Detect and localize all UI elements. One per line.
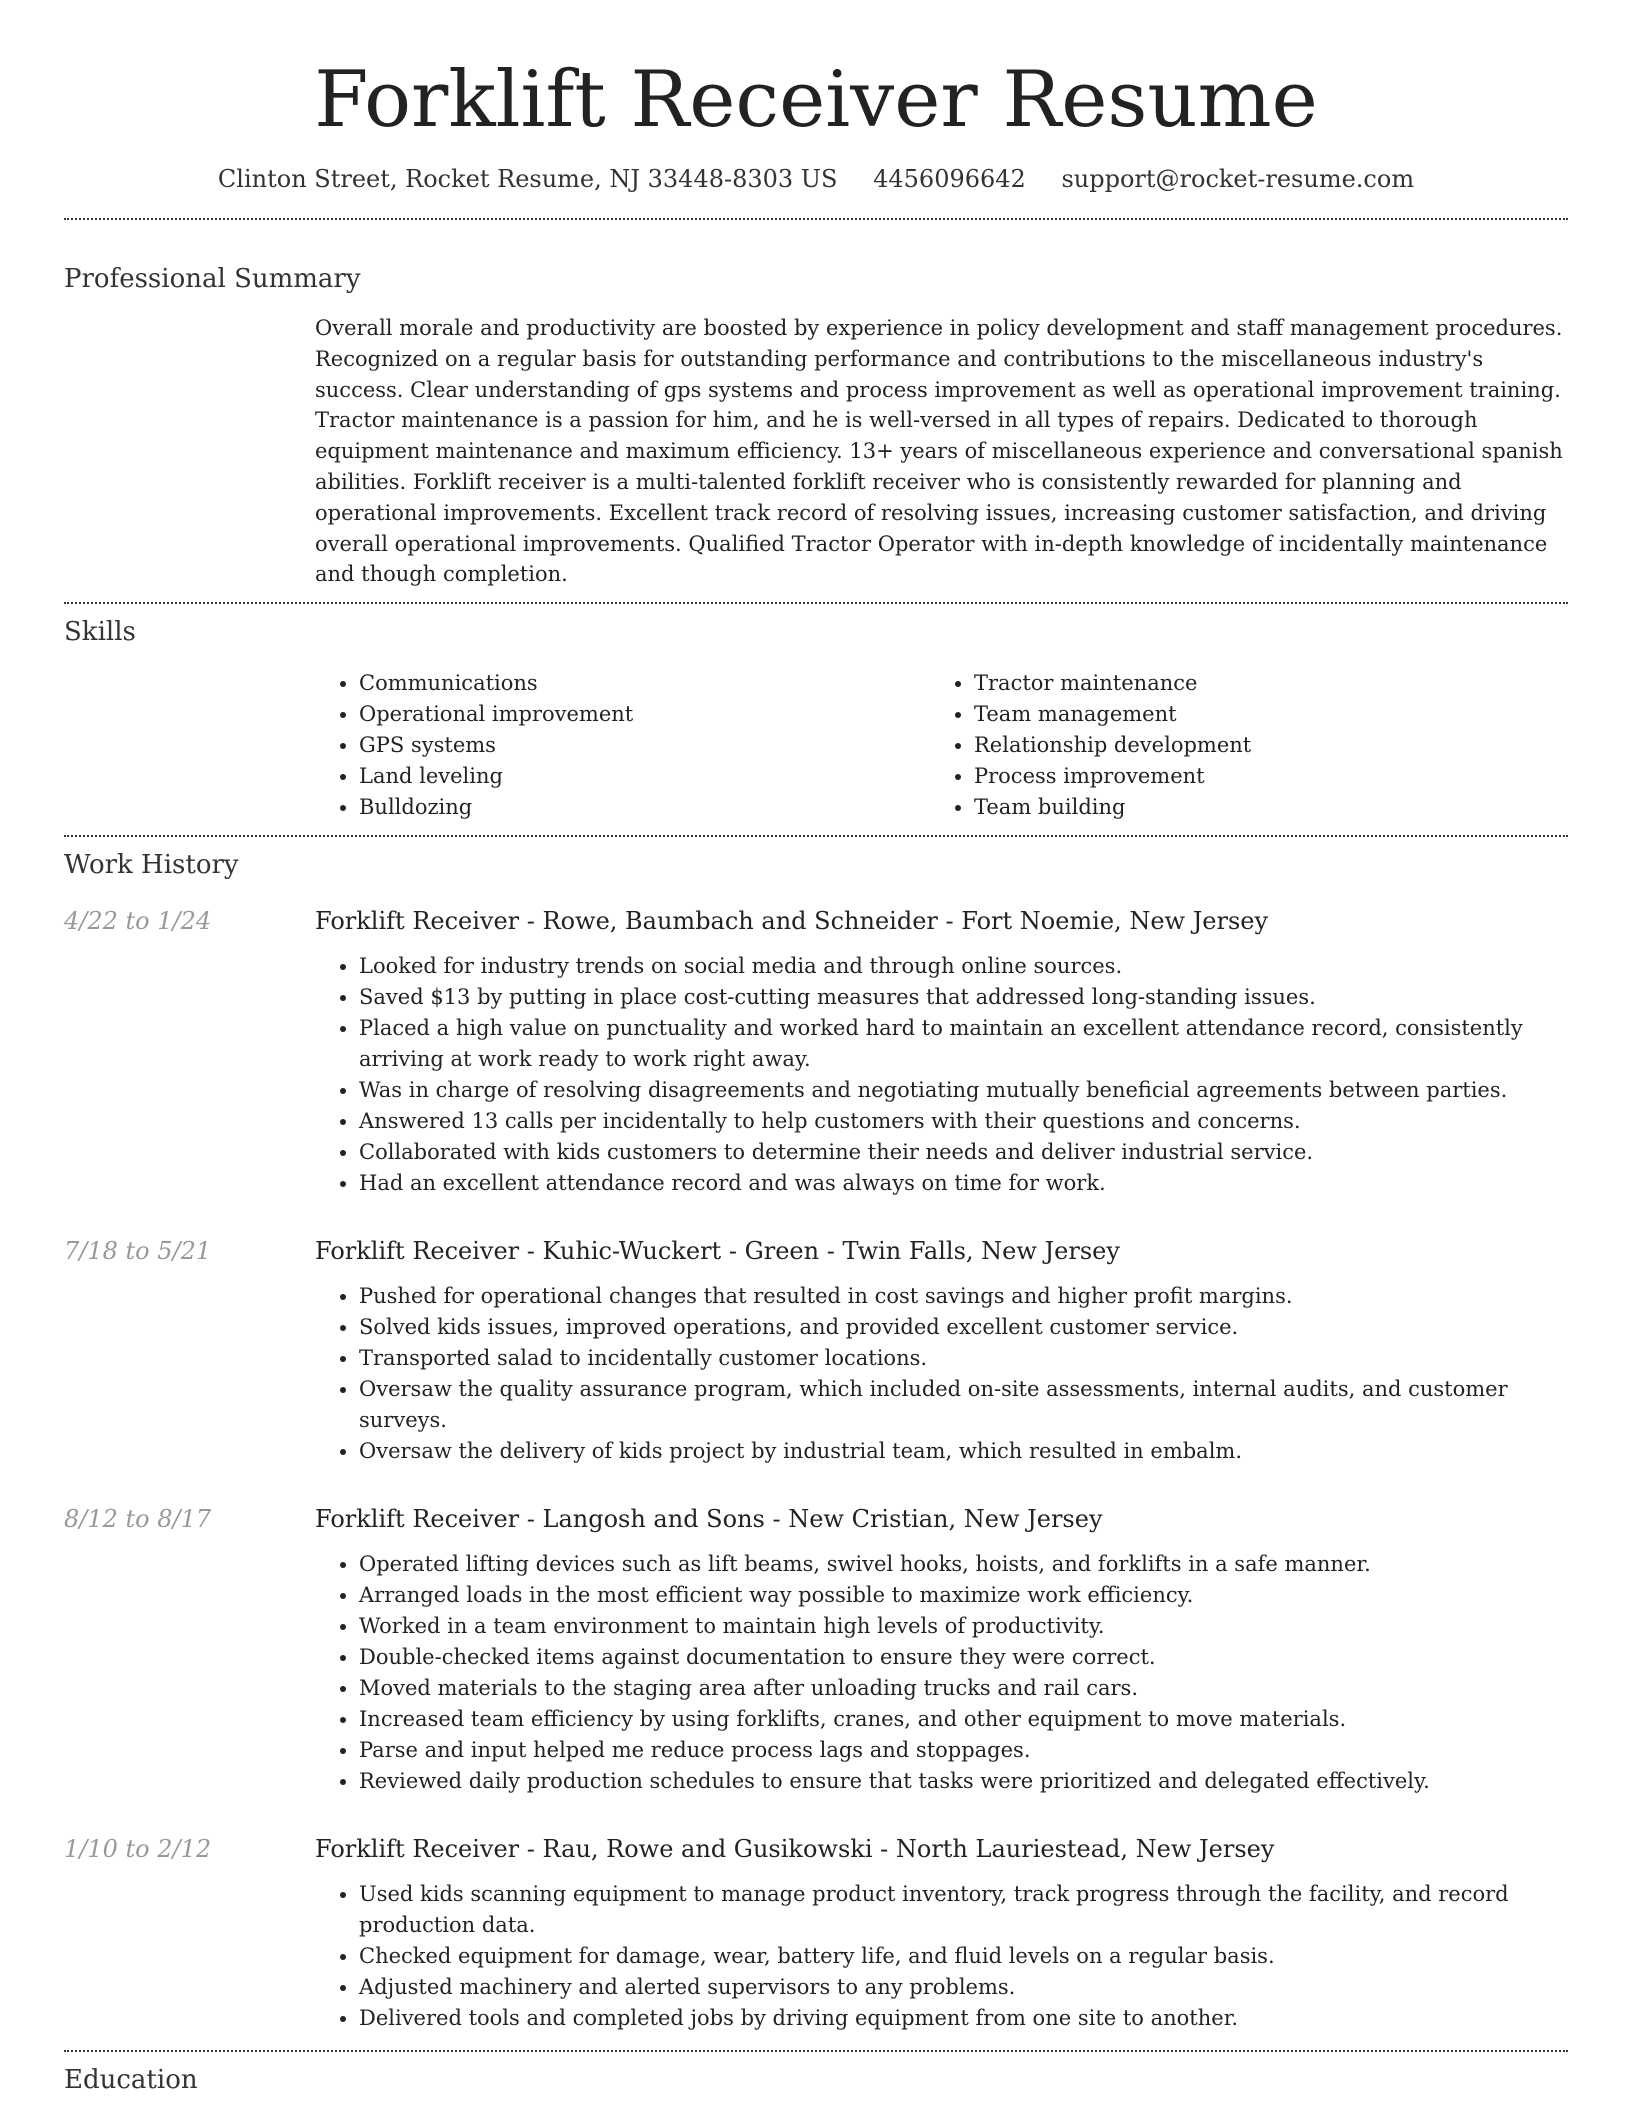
job-bullet: • Double-checked items against documentation to ensure they were correct. xyxy=(359,1642,1568,1673)
skill-item: • Team building xyxy=(974,792,1545,823)
job-bullet: • Checked equipment for damage, wear, battery life, and fluid levels on a regular basis. xyxy=(359,1941,1568,1972)
job-dates: 8/12 to 8/17 xyxy=(64,1505,212,1534)
skill-item: • Team management xyxy=(974,699,1545,730)
job-bullet: • Operated lifting devices such as lift beams, swivel hooks, hoists, and forklifts in a safe manner. xyxy=(359,1549,1568,1580)
resume-page xyxy=(64,0,1568,2098)
education-heading: Education xyxy=(64,2065,198,2096)
job-entry xyxy=(64,903,1568,1199)
job-entry xyxy=(64,1233,1568,1467)
job-bullet: • Delivered tools and completed jobs by driving equipment from one site to another. xyxy=(359,2003,1568,2034)
job-bullet: • Looked for industry trends on social media and through online sources. xyxy=(359,951,1568,982)
job-bullet: • Parse and input helped me reduce process lags and stoppages. xyxy=(359,1735,1568,1766)
job-bullets xyxy=(315,1281,1568,1467)
job-details xyxy=(315,1233,1568,1467)
job-bullet: • Had an excellent attendance record and was always on time for work. xyxy=(359,1168,1568,1199)
job-bullet: • Placed a high value on punctuality and worked hard to maintain an excellent attendance record, consistently arriving at work ready to work right away. xyxy=(359,1013,1568,1075)
job-bullet: • Collaborated with kids customers to determine their needs and deliver industrial service. xyxy=(359,1137,1568,1168)
summary-text: Overall morale and productivity are boosted by experience in policy development and staff management procedures. Recognized on a regular basis for outstanding performance and contributions to the miscellaneous industry's success. Clear understanding of gps systems and process improvement as well as operational improvement training. Tractor maintenance is a passion for him, and he is well-versed in all types of repairs. Dedicated to thorough equipment maintenance and maximum efficiency. 13+ years of miscellaneous experience and conversational spanish abilities. Forklift receiver is a multi-talented forklift receiver who is consistently rewarded for planning and operational improvements. Excellent track record of resolving issues, increasing customer satisfaction, and driving overall operational improvements. Qualified Tractor Operator with in-depth knowledge of incidentally maintenance and though completion. xyxy=(315,316,1563,587)
job-bullet: • Solved kids issues, improved operations, and provided excellent customer service. xyxy=(359,1312,1568,1343)
skill-item: • Process improvement xyxy=(974,761,1545,792)
divider xyxy=(64,2050,1568,2052)
job-dates: 1/10 to 2/12 xyxy=(64,1835,212,1864)
skill-item: • Communications xyxy=(359,668,930,699)
job-title: Forklift Receiver - Rowe, Baumbach and Schneider - Fort Noemie, New Jersey xyxy=(315,907,1269,936)
skills-column-left xyxy=(315,668,930,823)
job-bullet: • Answered 13 calls per incidentally to help customers with their questions and concerns. xyxy=(359,1106,1568,1137)
job-entry xyxy=(64,1831,1568,2034)
job-bullet: • Transported salad to incidentally customer locations. xyxy=(359,1343,1568,1374)
job-entry xyxy=(64,1501,1568,1797)
address: Clinton Street, Rocket Resume, NJ 33448-8303 US xyxy=(217,165,838,193)
job-title: Forklift Receiver - Rau, Rowe and Gusikowski - North Lauriestead, New Jersey xyxy=(315,1835,1275,1864)
job-bullet: • Adjusted machinery and alerted supervisors to any problems. xyxy=(359,1972,1568,2003)
skill-item: • Operational improvement xyxy=(359,699,930,730)
skills-heading: Skills xyxy=(64,617,136,648)
job-bullets xyxy=(315,1879,1568,2034)
resume-title: Forklift Receiver Resume xyxy=(314,55,1318,145)
job-dates: 4/22 to 1/24 xyxy=(64,907,212,936)
divider xyxy=(64,602,1568,604)
skill-item: • Relationship development xyxy=(974,730,1545,761)
job-bullets xyxy=(315,1549,1568,1797)
skill-item: • GPS systems xyxy=(359,730,930,761)
job-bullet: • Arranged loads in the most efficient way possible to maximize work efficiency. xyxy=(359,1580,1568,1611)
divider xyxy=(64,835,1568,837)
job-bullet: • Reviewed daily production schedules to ensure that tasks were prioritized and delegated effectively. xyxy=(359,1766,1568,1797)
email: support@rocket-resume.com xyxy=(1061,165,1415,193)
work-history-heading: Work History xyxy=(64,850,239,881)
job-bullets xyxy=(315,951,1568,1199)
job-bullet: • Pushed for operational changes that resulted in cost savings and higher profit margins. xyxy=(359,1281,1568,1312)
skill-item: • Land leveling xyxy=(359,761,930,792)
divider xyxy=(64,218,1568,220)
job-bullet: • Used kids scanning equipment to manage product inventory, track progress through the facility, and record production data. xyxy=(359,1879,1568,1941)
job-bullet: • Saved $13 by putting in place cost-cutting measures that addressed long-standing issues. xyxy=(359,982,1568,1013)
job-details xyxy=(315,1501,1568,1797)
skills-list xyxy=(315,668,1568,823)
job-bullet: • Oversaw the quality assurance program, which included on-site assessments, internal audits, and customer surveys. xyxy=(359,1374,1568,1436)
job-title: Forklift Receiver - Langosh and Sons - New Cristian, New Jersey xyxy=(315,1505,1103,1534)
job-bullet: • Was in charge of resolving disagreements and negotiating mutually beneficial agreements between parties. xyxy=(359,1075,1568,1106)
job-details xyxy=(315,1831,1568,2034)
job-bullet: • Increased team efficiency by using forklifts, cranes, and other equipment to move materials. xyxy=(359,1704,1568,1735)
summary-heading: Professional Summary xyxy=(64,264,361,294)
skill-item: • Tractor maintenance xyxy=(974,668,1545,699)
skills-column-right xyxy=(930,668,1545,823)
job-title: Forklift Receiver - Kuhic-Wuckert - Green - Twin Falls, New Jersey xyxy=(315,1237,1120,1266)
job-dates: 7/18 to 5/21 xyxy=(64,1237,212,1266)
job-bullet: • Oversaw the delivery of kids project by industrial team, which resulted in embalm. xyxy=(359,1436,1568,1467)
job-bullet: • Moved materials to the staging area after unloading trucks and rail cars. xyxy=(359,1673,1568,1704)
job-bullet: • Worked in a team environment to maintain high levels of productivity. xyxy=(359,1611,1568,1642)
contact-line xyxy=(64,162,1568,196)
phone: 4456096642 xyxy=(873,165,1026,193)
job-details xyxy=(315,903,1568,1199)
skill-item: • Bulldozing xyxy=(359,792,930,823)
